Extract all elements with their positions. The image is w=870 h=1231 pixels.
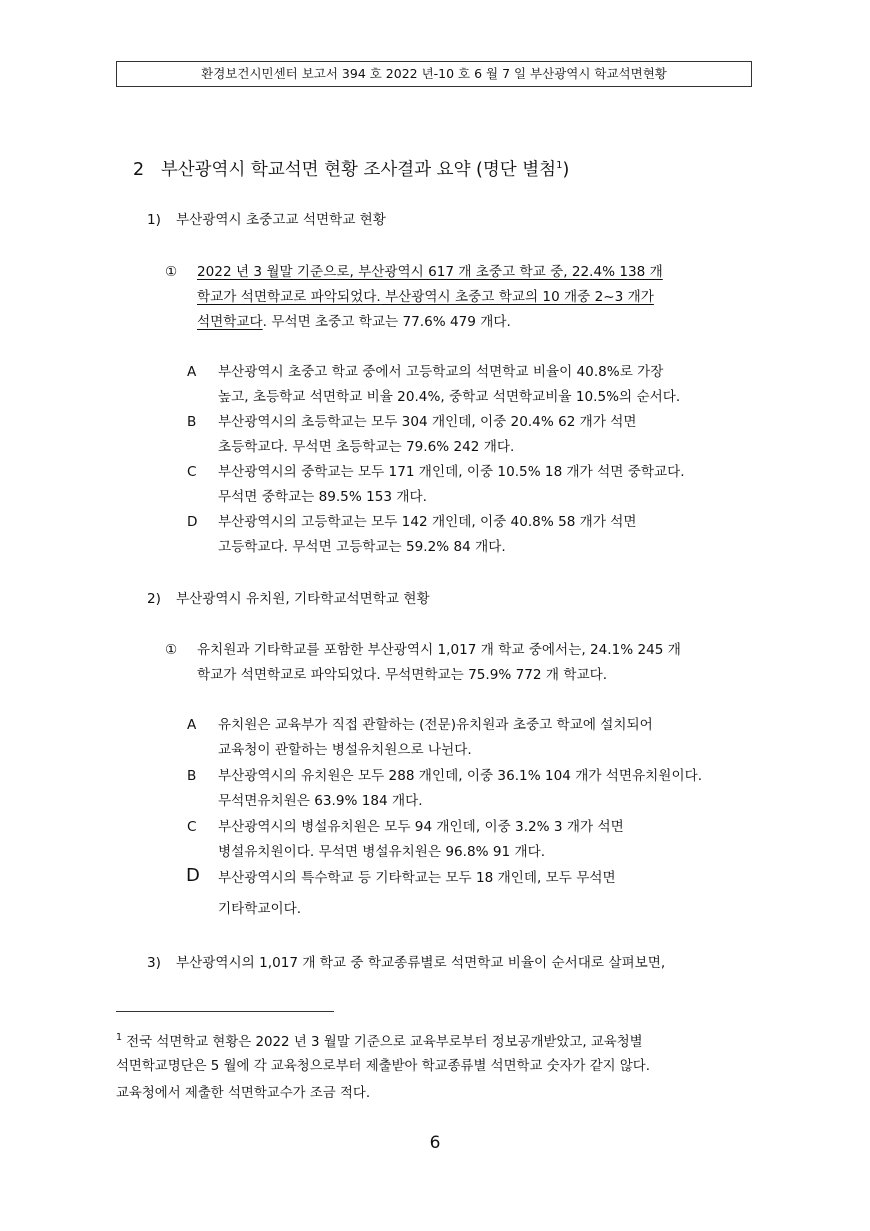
detail-marker-b: B	[187, 768, 197, 784]
footnote-number: 1	[116, 1032, 123, 1043]
summary-line: 유치원과 기타학교를 포함한 부산광역시 1,017 개 학교 중에서는, 24.1% 245 개	[197, 642, 681, 658]
footnote-line: 교육청에서 제출한 석면학교수가 조금 적다.	[116, 1086, 371, 1101]
subsection-1-title: 부산광역시 초중고교 석면학교 현황	[176, 212, 386, 228]
section-number: 2	[133, 160, 145, 180]
footnote-reference[interactable]: 1	[556, 160, 563, 171]
item-marker: ①	[165, 642, 178, 658]
detail-line: 무석면유치원은 63.9% 184 개다.	[218, 793, 423, 809]
subsection-2-title: 부산광역시 유치원, 기타학교석면학교 현황	[176, 591, 430, 607]
section-title-close: )	[562, 160, 570, 180]
footnote-line: 석면학교명단은 5 월에 각 교육청으로부터 제출받아 학교종류별 석면학교 숫자가 같지 않다.	[116, 1059, 650, 1074]
detail-line: 부산광역시의 중학교는 모두 171 개인데, 이중 10.5% 18 개가 석면 중학교다.	[218, 464, 685, 480]
detail-line: 초등학교다. 무석면 초등학교는 79.6% 242 개다.	[218, 439, 515, 455]
summary-line: 학교가 석면학교로 파악되었다. 무석면학교는 75.9% 772 개 학교다.	[197, 667, 608, 683]
section-title	[133, 154, 569, 182]
subsection-2-number: 2)	[147, 591, 161, 607]
footnote-separator	[116, 1011, 334, 1012]
detail-line: 부산광역시의 초등학교는 모두 304 개인데, 이중 20.4% 62 개가 석면	[218, 414, 637, 430]
detail-marker-d: D	[186, 865, 200, 886]
detail-marker-c: C	[187, 464, 197, 480]
detail-line: 부산광역시의 병설유치원은 모두 94 개인데, 이중 3.2% 3 개가 석면	[218, 819, 624, 835]
detail-marker-c: C	[187, 819, 197, 835]
subsection-3-number: 3)	[147, 955, 161, 971]
detail-marker-a: A	[187, 364, 197, 380]
detail-line: 높고, 초등학교 석면학교 비율 20.4%, 중학교 석면학교비율 10.5%의 순서다.	[218, 389, 681, 405]
detail-line: 병설유치원이다. 무석면 병설유치원은 96.8% 91 개다.	[218, 844, 546, 860]
detail-line: 부산광역시의 유치원은 모두 288 개인데, 이중 36.1% 104 개가 석면유치원이다.	[218, 768, 703, 784]
detail-line: 교육청이 관할하는 병설유치원으로 나뉜다.	[218, 742, 472, 758]
detail-marker-b: B	[187, 414, 197, 430]
summary-line: 석면학교다. 무석면 초중고 학교는 77.6% 479 개다.	[197, 314, 511, 330]
page-number: 6	[429, 1133, 441, 1153]
footnote-line: $^1$ 전국 석면학교 현황은 2022 년 3 월말 기준으로 교육부로부터 정보공개받았고, 교육청별	[116, 1032, 643, 1050]
subsection-1-number: 1)	[147, 212, 161, 228]
detail-marker-d: D	[187, 514, 198, 530]
summary-line: 2022 년 3 월말 기준으로, 부산광역시 617 개 초중고 학교 중, 22.4% 138 개	[197, 264, 663, 280]
subsection-3-text: 부산광역시의 1,017 개 학교 중 학교종류별로 석면학교 비율이 순서대로 살펴보면,	[176, 955, 666, 971]
detail-line: 부산광역시의 특수학교 등 기타학교는 모두 18 개인데, 모두 무석면	[218, 870, 616, 886]
detail-line: 유치원은 교육부가 직접 관할하는 (전문)유치원과 초중고 학교에 설치되어	[218, 717, 653, 733]
report-header: 환경보건시민센터 보고서 394 호 2022 년-10 호 6 월 7 일 부산광역시 학교석면현황	[116, 61, 752, 87]
detail-line: 부산광역시의 고등학교는 모두 142 개인데, 이중 40.8% 58 개가 석면	[218, 514, 637, 530]
detail-line: 기타학교이다.	[218, 901, 302, 917]
detail-line: 부산광역시 초중고 학교 중에서 고등학교의 석면학교 비율이 40.8%로 가장	[218, 364, 664, 380]
detail-marker-a: A	[187, 717, 197, 733]
item-marker: ①	[165, 264, 178, 280]
summary-line: 학교가 석면학교로 파악되었다. 부산광역시 초중고 학교의 10 개중 2~3 개가	[197, 289, 654, 305]
detail-line: 무석면 중학교는 89.5% 153 개다.	[218, 489, 427, 505]
detail-line: 고등학교다. 무석면 고등학교는 59.2% 84 개다.	[218, 539, 506, 555]
section-title-text: 부산광역시 학교석면 현황 조사결과 요약 (명단 별첨	[160, 160, 557, 180]
